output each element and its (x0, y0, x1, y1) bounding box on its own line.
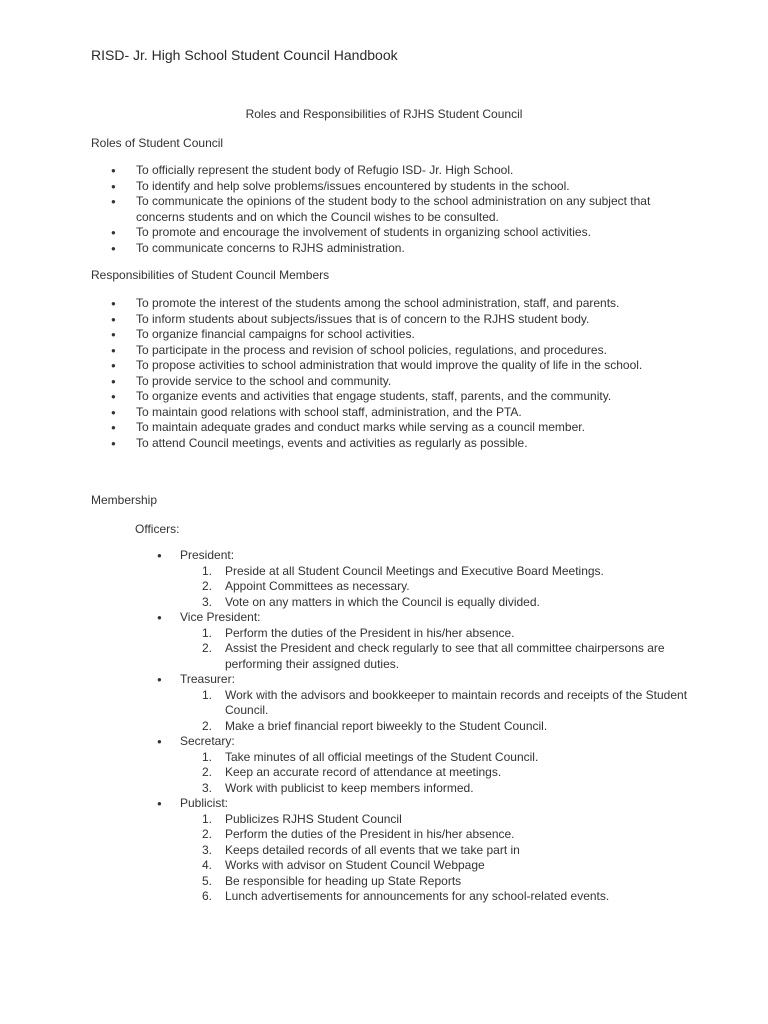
duty-number: 2. (202, 827, 213, 841)
duty-number: 2. (202, 765, 213, 779)
duty-item (180, 641, 695, 672)
duty-number: 1. (202, 811, 213, 826)
duty-text: Vote on any matters in which the Council is equally divided. (225, 594, 540, 609)
list-item: ● To promote and encourage the involvement of students in organizing school activities. (91, 225, 691, 241)
duty-number: 1. (202, 749, 213, 764)
duty-text: Keep an accurate record of attendance at meetings. (225, 765, 502, 779)
officer-title: Publicist: (180, 796, 229, 810)
officer-title: Treasurer: (180, 672, 235, 686)
duty-number: 6. (202, 889, 213, 903)
duties-list (180, 812, 695, 905)
list-item: ● To maintain adequate grades and conduct marks while serving as a council member. (91, 420, 691, 436)
responsibilities-list (91, 296, 691, 451)
duty-item (180, 765, 695, 781)
list-item: ● To maintain good relations with school staff, administration, and the PTA. (91, 405, 691, 421)
duty-number: 1. (202, 687, 213, 702)
duty-item (180, 719, 695, 735)
officer-title: Secretary: (180, 734, 235, 748)
list-item: ● To organize events and activities that engage students, staff, parents, and the community. (91, 389, 691, 405)
officer-publicist (135, 796, 695, 905)
duty-item (180, 812, 695, 828)
officer-title: Vice President: (180, 610, 261, 624)
officer-president (135, 548, 695, 610)
duty-text: Perform the duties of the President in his/her absence. (225, 625, 515, 640)
duty-item (180, 843, 695, 859)
document-title: Roles and Responsibilities of RJHS Student Council (245, 107, 523, 121)
duty-item (180, 626, 695, 642)
list-item: ● To participate in the process and revision of school policies, regulations, and procedures. (91, 343, 691, 359)
duty-item (180, 750, 695, 766)
duty-item (180, 889, 695, 905)
responsibilities-heading: Responsibilities of Student Council Members (91, 268, 330, 282)
page-header: RISD- Jr. High School Student Council Handbook (91, 47, 398, 63)
officers-label: Officers: (135, 522, 180, 536)
duty-text: Be responsible for heading up State Reports (225, 873, 462, 888)
duty-text: Publicizes RJHS Student Council (225, 811, 402, 826)
duties-list (180, 626, 695, 673)
list-item: ● To provide service to the school and community. (91, 374, 691, 390)
duty-text: Preside at all Student Council Meetings and Executive Board Meetings. (225, 563, 604, 578)
duty-number: 3. (202, 780, 213, 795)
list-item: ● To officially represent the student body of Refugio ISD- Jr. High School. (91, 163, 691, 179)
duty-number: 3. (202, 594, 213, 609)
duty-text: Perform the duties of the President in his/her absence. (225, 827, 515, 841)
duty-item (180, 874, 695, 890)
duty-item (180, 781, 695, 797)
duties-list (180, 688, 695, 735)
officer-treasurer (135, 672, 695, 734)
duties-list (180, 750, 695, 797)
duty-item (180, 858, 695, 874)
duty-item (180, 564, 695, 580)
list-item: ● To promote the interest of the students among the school administration, staff, and parents. (91, 296, 691, 312)
duty-text: Works with advisor on Student Council Webpage (225, 858, 485, 872)
duty-number: 2. (202, 579, 213, 593)
duty-text: Work with publicist to keep members informed. (225, 780, 474, 795)
duties-list (180, 564, 695, 611)
duty-item (180, 595, 695, 611)
duty-item (180, 579, 695, 595)
roles-list (91, 163, 691, 256)
officer-vice-president (135, 610, 695, 672)
membership-heading: Membership (91, 493, 158, 507)
list-item: ● To communicate the opinions of the student body to the school administration on any subject that concerns students and on which the Council wishes to be consulted. (91, 194, 691, 225)
list-item: ● To attend Council meetings, events and activities as regularly as possible. (91, 436, 691, 452)
duty-number: 2. (202, 718, 213, 733)
officer-title: President: (180, 548, 235, 562)
roles-heading: Roles of Student Council (91, 136, 224, 150)
duty-text: Lunch advertisements for announcements for any school-related events. (225, 889, 610, 903)
list-item: ● To organize financial campaigns for school activities. (91, 327, 691, 343)
list-item: ● To identify and help solve problems/issues encountered by students in the school. (91, 179, 691, 195)
list-item: ● To propose activities to school administration that would improve the quality of life in the school. (91, 358, 691, 374)
duty-text: Take minutes of all official meetings of the Student Council. (225, 749, 539, 764)
duty-number: 1. (202, 625, 213, 640)
duty-item (180, 688, 695, 719)
duty-number: 5. (202, 873, 213, 888)
duty-text: Work with the advisors and bookkeeper to maintain records and receipts of the Student Council. (225, 687, 688, 717)
officers-list (135, 548, 695, 905)
duty-number: 1. (202, 563, 213, 578)
list-item: ● To communicate concerns to RJHS administration. (91, 241, 691, 257)
duty-number: 2. (202, 641, 213, 655)
list-item: ● To inform students about subjects/issues that is of concern to the RJHS student body. (91, 312, 691, 328)
duty-number: 4. (202, 858, 213, 872)
officer-secretary (135, 734, 695, 796)
duty-text: Appoint Committees as necessary. (225, 579, 410, 593)
duty-text: Keeps detailed records of all events that we take part in (225, 842, 520, 857)
duty-text: Assist the President and check regularly to see that all committee chairpersons are performing their assigned duties. (225, 641, 665, 671)
duty-item (180, 827, 695, 843)
duty-number: 3. (202, 842, 213, 857)
duty-text: Make a brief financial report biweekly to the Student Council. (225, 718, 548, 733)
